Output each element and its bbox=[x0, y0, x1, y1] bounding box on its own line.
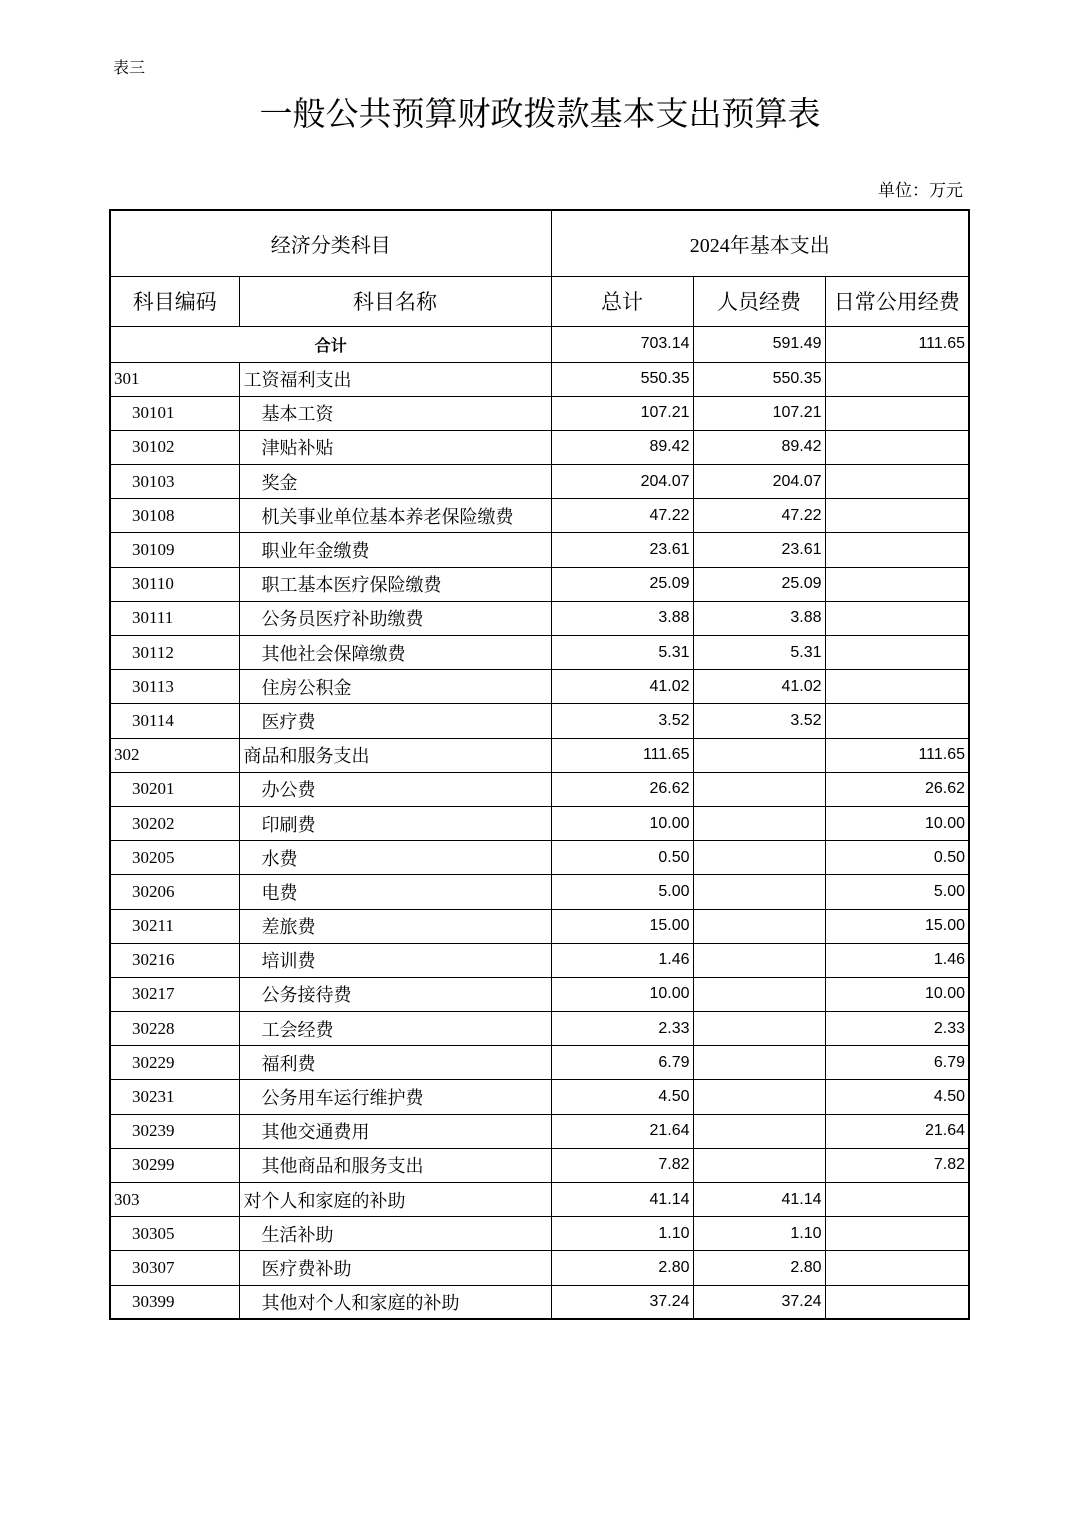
personnel-cell: 25.09 bbox=[693, 567, 825, 601]
name-cell: 对个人和家庭的补助 bbox=[239, 1183, 551, 1217]
personnel-cell: 37.24 bbox=[693, 1285, 825, 1319]
personnel-cell: 204.07 bbox=[693, 465, 825, 499]
name-cell: 商品和服务支出 bbox=[239, 738, 551, 772]
personnel-cell bbox=[693, 943, 825, 977]
header-code: 科目编码 bbox=[110, 276, 239, 326]
name-cell: 培训费 bbox=[239, 943, 551, 977]
header-economic-category: 经济分类科目 bbox=[110, 210, 551, 276]
total-row bbox=[110, 326, 969, 362]
table-row bbox=[110, 738, 969, 772]
total-cell: 10.00 bbox=[551, 806, 693, 840]
code-cell: 303 bbox=[110, 1183, 239, 1217]
personnel-cell: 3.88 bbox=[693, 601, 825, 635]
public-cell bbox=[825, 499, 969, 533]
public-cell bbox=[825, 430, 969, 464]
header-basic-expenditure: 2024年基本支出 bbox=[551, 210, 969, 276]
total-cell: 4.50 bbox=[551, 1080, 693, 1114]
public-cell: 1.46 bbox=[825, 943, 969, 977]
code-cell: 30205 bbox=[110, 841, 239, 875]
personnel-cell bbox=[693, 1046, 825, 1080]
personnel-cell: 3.52 bbox=[693, 704, 825, 738]
table-row bbox=[110, 1183, 969, 1217]
name-cell: 生活补助 bbox=[239, 1217, 551, 1251]
total-cell: 7.82 bbox=[551, 1148, 693, 1182]
table-row bbox=[110, 465, 969, 499]
public-cell bbox=[825, 601, 969, 635]
code-cell: 30228 bbox=[110, 1012, 239, 1046]
table-row bbox=[110, 1148, 969, 1182]
code-cell: 30211 bbox=[110, 909, 239, 943]
public-cell: 111.65 bbox=[825, 326, 969, 362]
total-cell: 6.79 bbox=[551, 1046, 693, 1080]
code-cell: 30216 bbox=[110, 943, 239, 977]
code-cell: 30299 bbox=[110, 1148, 239, 1182]
name-cell: 差旅费 bbox=[239, 909, 551, 943]
personnel-cell bbox=[693, 806, 825, 840]
table-row bbox=[110, 806, 969, 840]
table-row bbox=[110, 362, 969, 396]
public-cell: 10.00 bbox=[825, 977, 969, 1011]
total-cell: 204.07 bbox=[551, 465, 693, 499]
name-cell: 住房公积金 bbox=[239, 670, 551, 704]
name-cell: 公务接待费 bbox=[239, 977, 551, 1011]
public-cell bbox=[825, 533, 969, 567]
personnel-cell bbox=[693, 977, 825, 1011]
table-row bbox=[110, 430, 969, 464]
name-cell: 公务用车运行维护费 bbox=[239, 1080, 551, 1114]
table-row bbox=[110, 636, 969, 670]
table-row bbox=[110, 772, 969, 806]
name-cell: 其他交通费用 bbox=[239, 1114, 551, 1148]
total-cell: 703.14 bbox=[551, 326, 693, 362]
name-cell: 其他社会保障缴费 bbox=[239, 636, 551, 670]
personnel-cell bbox=[693, 1148, 825, 1182]
personnel-cell bbox=[693, 1012, 825, 1046]
personnel-cell: 89.42 bbox=[693, 430, 825, 464]
name-cell: 机关事业单位基本养老保险缴费 bbox=[239, 499, 551, 533]
total-cell: 47.22 bbox=[551, 499, 693, 533]
header-column-row bbox=[110, 276, 969, 326]
code-cell: 30307 bbox=[110, 1251, 239, 1285]
code-cell: 30111 bbox=[110, 601, 239, 635]
personnel-cell: 5.31 bbox=[693, 636, 825, 670]
total-cell: 15.00 bbox=[551, 909, 693, 943]
code-cell: 301 bbox=[110, 362, 239, 396]
total-cell: 37.24 bbox=[551, 1285, 693, 1319]
total-cell: 89.42 bbox=[551, 430, 693, 464]
name-cell: 医疗费 bbox=[239, 704, 551, 738]
code-cell: 30229 bbox=[110, 1046, 239, 1080]
name-cell: 电费 bbox=[239, 875, 551, 909]
total-label: 合计 bbox=[110, 326, 551, 362]
public-cell: 7.82 bbox=[825, 1148, 969, 1182]
public-cell bbox=[825, 670, 969, 704]
table-row bbox=[110, 977, 969, 1011]
header-public: 日常公用经费 bbox=[825, 276, 969, 326]
table-row bbox=[110, 396, 969, 430]
code-cell: 30108 bbox=[110, 499, 239, 533]
name-cell: 工资福利支出 bbox=[239, 362, 551, 396]
total-cell: 41.02 bbox=[551, 670, 693, 704]
code-cell: 30109 bbox=[110, 533, 239, 567]
personnel-cell: 47.22 bbox=[693, 499, 825, 533]
page-title: 一般公共预算财政拨款基本支出预算表 bbox=[259, 97, 821, 133]
total-cell: 3.52 bbox=[551, 704, 693, 738]
public-cell: 21.64 bbox=[825, 1114, 969, 1148]
code-cell: 30114 bbox=[110, 704, 239, 738]
personnel-cell bbox=[693, 772, 825, 806]
public-cell: 26.62 bbox=[825, 772, 969, 806]
total-cell: 3.88 bbox=[551, 601, 693, 635]
name-cell: 工会经费 bbox=[239, 1012, 551, 1046]
public-cell: 111.65 bbox=[825, 738, 969, 772]
public-cell bbox=[825, 567, 969, 601]
table-row bbox=[110, 1012, 969, 1046]
public-cell bbox=[825, 704, 969, 738]
personnel-cell bbox=[693, 909, 825, 943]
public-cell bbox=[825, 636, 969, 670]
code-cell: 302 bbox=[110, 738, 239, 772]
total-cell: 5.00 bbox=[551, 875, 693, 909]
code-cell: 30305 bbox=[110, 1217, 239, 1251]
name-cell: 其他商品和服务支出 bbox=[239, 1148, 551, 1182]
total-cell: 5.31 bbox=[551, 636, 693, 670]
table-number-label: 表三 bbox=[113, 60, 146, 77]
table-row bbox=[110, 1080, 969, 1114]
table-row bbox=[110, 567, 969, 601]
code-cell: 30231 bbox=[110, 1080, 239, 1114]
code-cell: 30206 bbox=[110, 875, 239, 909]
code-cell: 30201 bbox=[110, 772, 239, 806]
total-cell: 21.64 bbox=[551, 1114, 693, 1148]
personnel-cell: 1.10 bbox=[693, 1217, 825, 1251]
public-cell bbox=[825, 1217, 969, 1251]
code-cell: 30110 bbox=[110, 567, 239, 601]
name-cell: 办公费 bbox=[239, 772, 551, 806]
public-cell: 15.00 bbox=[825, 909, 969, 943]
code-cell: 30112 bbox=[110, 636, 239, 670]
total-cell: 1.46 bbox=[551, 943, 693, 977]
personnel-cell: 41.02 bbox=[693, 670, 825, 704]
code-cell: 30239 bbox=[110, 1114, 239, 1148]
table-row bbox=[110, 533, 969, 567]
table-row bbox=[110, 670, 969, 704]
total-cell: 550.35 bbox=[551, 362, 693, 396]
personnel-cell bbox=[693, 1114, 825, 1148]
personnel-cell bbox=[693, 841, 825, 875]
table-row bbox=[110, 909, 969, 943]
personnel-cell: 41.14 bbox=[693, 1183, 825, 1217]
header-group-row bbox=[110, 210, 969, 276]
code-cell: 30103 bbox=[110, 465, 239, 499]
code-cell: 30102 bbox=[110, 430, 239, 464]
public-cell bbox=[825, 1251, 969, 1285]
name-cell: 公务员医疗补助缴费 bbox=[239, 601, 551, 635]
budget-table bbox=[109, 209, 970, 1320]
total-cell: 0.50 bbox=[551, 841, 693, 875]
header-personnel: 人员经费 bbox=[693, 276, 825, 326]
total-cell: 25.09 bbox=[551, 567, 693, 601]
total-cell: 41.14 bbox=[551, 1183, 693, 1217]
table-row bbox=[110, 1217, 969, 1251]
personnel-cell: 23.61 bbox=[693, 533, 825, 567]
total-cell: 107.21 bbox=[551, 396, 693, 430]
table-row bbox=[110, 841, 969, 875]
personnel-cell bbox=[693, 738, 825, 772]
public-cell: 2.33 bbox=[825, 1012, 969, 1046]
total-cell: 1.10 bbox=[551, 1217, 693, 1251]
public-cell bbox=[825, 396, 969, 430]
unit-label: 单位：万元 bbox=[878, 181, 963, 200]
public-cell bbox=[825, 1285, 969, 1319]
header-total: 总计 bbox=[551, 276, 693, 326]
public-cell: 10.00 bbox=[825, 806, 969, 840]
personnel-cell: 591.49 bbox=[693, 326, 825, 362]
table-row bbox=[110, 601, 969, 635]
total-cell: 26.62 bbox=[551, 772, 693, 806]
table-row bbox=[110, 943, 969, 977]
name-cell: 津贴补贴 bbox=[239, 430, 551, 464]
public-cell bbox=[825, 1183, 969, 1217]
table-row bbox=[110, 499, 969, 533]
total-cell: 2.80 bbox=[551, 1251, 693, 1285]
name-cell: 印刷费 bbox=[239, 806, 551, 840]
table-row bbox=[110, 1285, 969, 1319]
code-cell: 30399 bbox=[110, 1285, 239, 1319]
public-cell bbox=[825, 362, 969, 396]
name-cell: 基本工资 bbox=[239, 396, 551, 430]
personnel-cell bbox=[693, 875, 825, 909]
name-cell: 职工基本医疗保险缴费 bbox=[239, 567, 551, 601]
public-cell: 0.50 bbox=[825, 841, 969, 875]
code-cell: 30202 bbox=[110, 806, 239, 840]
name-cell: 福利费 bbox=[239, 1046, 551, 1080]
public-cell: 5.00 bbox=[825, 875, 969, 909]
total-cell: 111.65 bbox=[551, 738, 693, 772]
total-cell: 2.33 bbox=[551, 1012, 693, 1046]
code-cell: 30101 bbox=[110, 396, 239, 430]
public-cell: 6.79 bbox=[825, 1046, 969, 1080]
name-cell: 水费 bbox=[239, 841, 551, 875]
name-cell: 其他对个人和家庭的补助 bbox=[239, 1285, 551, 1319]
table-row bbox=[110, 704, 969, 738]
total-cell: 10.00 bbox=[551, 977, 693, 1011]
personnel-cell bbox=[693, 1080, 825, 1114]
table-row bbox=[110, 875, 969, 909]
code-cell: 30217 bbox=[110, 977, 239, 1011]
personnel-cell: 2.80 bbox=[693, 1251, 825, 1285]
personnel-cell: 107.21 bbox=[693, 396, 825, 430]
public-cell: 4.50 bbox=[825, 1080, 969, 1114]
table-row bbox=[110, 1114, 969, 1148]
name-cell: 职业年金缴费 bbox=[239, 533, 551, 567]
header-name: 科目名称 bbox=[239, 276, 551, 326]
table-row bbox=[110, 1251, 969, 1285]
public-cell bbox=[825, 465, 969, 499]
name-cell: 奖金 bbox=[239, 465, 551, 499]
table-row bbox=[110, 1046, 969, 1080]
code-cell: 30113 bbox=[110, 670, 239, 704]
name-cell: 医疗费补助 bbox=[239, 1251, 551, 1285]
total-cell: 23.61 bbox=[551, 533, 693, 567]
personnel-cell: 550.35 bbox=[693, 362, 825, 396]
